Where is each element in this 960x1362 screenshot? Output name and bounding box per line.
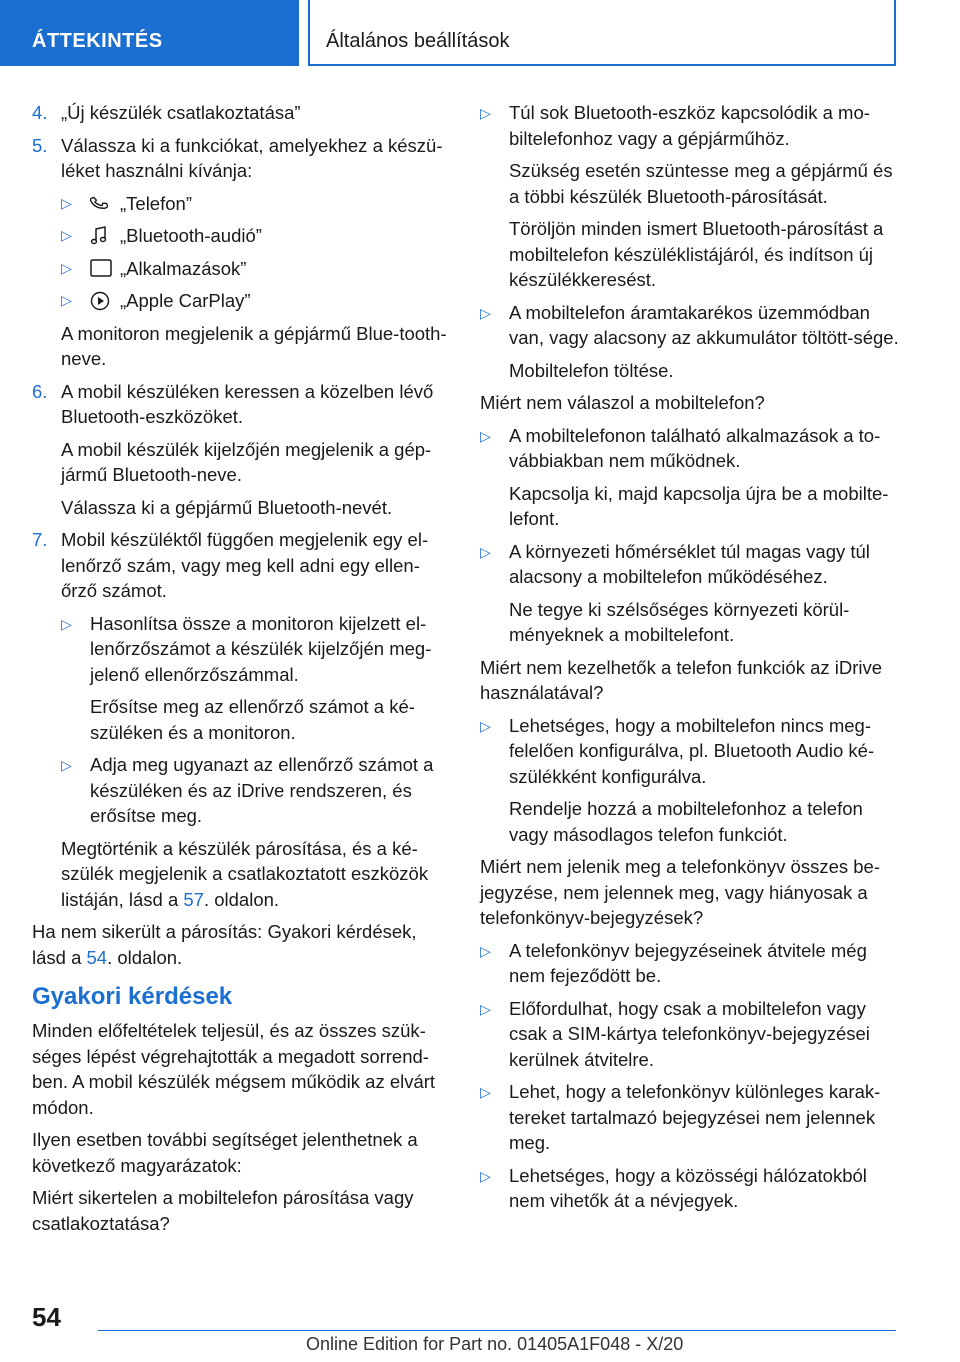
answer-bullet bbox=[480, 996, 900, 1073]
step-text: Válassza ki a funkciókat, amelyekhez a készü-léket használni kívánja: bbox=[61, 134, 443, 181]
option-label: „Alkalmazások” bbox=[120, 257, 247, 279]
option-apps bbox=[32, 256, 450, 282]
step-7 bbox=[32, 527, 450, 604]
bullet-text: Előfordulhat, hogy csak a mobiltelefon vagy csak a SIM-kártya telefonkönyv-bejegyzései kerülnek átvitelre. bbox=[509, 997, 870, 1070]
triangle-marker-icon: ▷ bbox=[61, 227, 72, 243]
option-label: „Apple CarPlay” bbox=[120, 290, 251, 311]
option-phone bbox=[32, 191, 450, 217]
paragraph: Minden előfeltételek teljesül, és az összes szük-séges lépést végrehajtották a megadott sorrend-ben. A mobil készülék mégsem működik az elvárt módon. bbox=[32, 1020, 436, 1118]
header-rule bbox=[310, 64, 896, 66]
text: Megtörténik a készülék párosítása, és a ké-szülék megjelenik a csatlakoztatott eszközök listáján, lásd a bbox=[61, 837, 429, 910]
bullet-note: Kapcsolja ki, majd kapcsolja újra be a mobilte-lefont. bbox=[509, 482, 889, 529]
step-5-result: A monitoron megjelenik a gépjármű Blue-tooth-neve. bbox=[61, 322, 447, 369]
step-4 bbox=[32, 100, 450, 126]
left-column bbox=[32, 100, 450, 1243]
answer-bullet bbox=[480, 1079, 900, 1156]
triangle-marker-icon: ▷ bbox=[480, 105, 491, 121]
bullet-text: A környezeti hőmérséklet túl magas vagy túl alacsony a mobiltelefon működéséhez. bbox=[509, 540, 870, 587]
question: Miért nem jelenik meg a telefonkönyv összes be-jegyzése, nem jelennek meg, vagy hiányosak a telefonkönyv-bejegyzések? bbox=[480, 856, 880, 928]
apps-icon bbox=[90, 259, 120, 277]
answer-bullet bbox=[480, 1163, 900, 1214]
header-divider bbox=[308, 0, 310, 66]
text: . oldalon. bbox=[107, 946, 183, 968]
bullet-text: Hasonlítsa össze a monitoron kijelzett el-lenőrzőszámot a készülék kijelzőjén meg-jelenő ellenőrzőszámmal. bbox=[90, 612, 432, 685]
bullet-text: Lehet, hogy a telefonkönyv különleges karak-tereket tartalmazó bejegyzései nem jelennek meg. bbox=[509, 1081, 881, 1153]
step-6-note: A mobil készülék kijelzőjén megjelenik a gép-jármű Bluetooth-neve. bbox=[61, 438, 432, 485]
page-title: Általános beállítások bbox=[326, 30, 510, 52]
bullet-note: Mobiltelefon töltése. bbox=[509, 359, 674, 381]
bullet-note: Erősítse meg az ellenőrző számot a ké-szüléken és a monitoron. bbox=[90, 696, 415, 743]
triangle-marker-icon: ▷ bbox=[480, 304, 491, 321]
triangle-marker-icon: ▷ bbox=[480, 1167, 491, 1184]
step-7-bullet bbox=[32, 752, 450, 829]
triangle-marker-icon: ▷ bbox=[480, 1084, 491, 1100]
page-link[interactable]: 54 bbox=[86, 946, 108, 968]
bullet-text: Adja meg ugyanazt az ellenőrző számot a készüléken és az iDrive rendszeren, és erősítse meg. bbox=[90, 754, 434, 826]
bullet-text: A mobiltelefon áramtakarékos üzemmódban van, vagy alacsony az akkumulátor töltött-sége. bbox=[509, 301, 899, 348]
bullet-note: Szükség esetén szüntesse meg a gépjármű és a többi készülék Bluetooth-párosítását. bbox=[509, 160, 893, 207]
question: Miért nem válaszol a mobiltelefon? bbox=[480, 392, 765, 413]
answer-bullet bbox=[480, 713, 900, 790]
triangle-marker-icon: ▷ bbox=[61, 194, 72, 211]
bullet-text: Túl sok Bluetooth-eszköz kapcsolódik a mo-biltelefonhoz vagy a gépjárműhöz. bbox=[509, 102, 870, 149]
answer-bullet bbox=[480, 938, 900, 989]
step-text: Mobil készüléktől függően megjelenik egy el-lenőrző szám, vagy meg kell adni egy ellen-őrző számot. bbox=[61, 529, 429, 601]
text: Ha nem sikerült a párosítás: Gyakori kérdések, lásd a bbox=[32, 921, 417, 968]
step-6-note: Válassza ki a gépjármű Bluetooth-nevét. bbox=[61, 496, 393, 518]
triangle-marker-icon: ▷ bbox=[61, 757, 72, 773]
option-bluetooth-audio bbox=[32, 223, 450, 249]
bullet-text: A mobiltelefonon található alkalmazások a to-vábbiakban nem működnek. bbox=[509, 424, 881, 471]
section-tab bbox=[0, 0, 299, 66]
step-6 bbox=[32, 379, 450, 430]
question: Miért sikertelen a mobiltelefon párosítása vagy csatlakoztatása? bbox=[32, 1187, 414, 1234]
triangle-marker-icon: ▷ bbox=[480, 543, 491, 560]
bullet-note: Töröljön minden ismert Bluetooth-párosítást a mobiltelefon készüléklistájáról, és indítson új készülékkeresést. bbox=[509, 218, 884, 290]
bullet-note: Rendelje hozzá a mobiltelefonhoz a telefon vagy másodlagos telefon funkciót. bbox=[509, 798, 863, 845]
triangle-marker-icon: ▷ bbox=[61, 259, 72, 276]
page-link[interactable]: 57 bbox=[183, 888, 204, 910]
step-number: 7. bbox=[32, 529, 48, 550]
footer-edition: Online Edition for Part no. 01405A1F048 - X/20 bbox=[306, 1334, 684, 1354]
step-text: A mobil készüléken keressen a közelben lévő Bluetooth-eszközöket. bbox=[61, 380, 434, 427]
step-5 bbox=[32, 133, 450, 184]
bullet-text: A telefonkönyv bejegyzéseinek átvitele még nem fejeződött be. bbox=[509, 939, 867, 986]
answer-bullet bbox=[480, 539, 900, 590]
section-heading: Gyakori kérdések bbox=[32, 983, 233, 1010]
bullet-note: Ne tegye ki szélsőséges környezeti körül-ményeknek a mobiltelefont. bbox=[509, 598, 850, 645]
question: Miért nem kezelhetők a telefon funkciók az iDrive használatával? bbox=[480, 656, 883, 703]
page-number: 54 bbox=[32, 1302, 61, 1332]
answer-bullet bbox=[480, 423, 900, 474]
footer-rule bbox=[98, 1330, 896, 1331]
header-endcap bbox=[894, 0, 896, 66]
triangle-marker-icon: ▷ bbox=[480, 1000, 491, 1017]
step-number: 5. bbox=[32, 134, 48, 156]
phone-icon bbox=[90, 194, 120, 212]
triangle-marker-icon: ▷ bbox=[480, 427, 491, 444]
section-label: ÁTTEKINTÉS bbox=[32, 30, 163, 52]
step-number: 4. bbox=[32, 102, 48, 123]
triangle-marker-icon: ▷ bbox=[480, 942, 491, 959]
option-label: „Telefon” bbox=[120, 192, 192, 214]
option-carplay bbox=[32, 288, 450, 314]
triangle-marker-icon: ▷ bbox=[61, 615, 72, 632]
paragraph: Ilyen esetben további segítséget jelenthetnek a következő magyarázatok: bbox=[32, 1129, 418, 1176]
option-label: „Bluetooth-audió” bbox=[120, 225, 262, 246]
triangle-marker-icon: ▷ bbox=[480, 717, 491, 734]
step-7-result bbox=[32, 836, 450, 913]
text: . oldalon. bbox=[203, 888, 280, 910]
answer-bullet bbox=[480, 100, 900, 151]
step-7-bullet bbox=[32, 611, 450, 688]
right-column bbox=[480, 100, 900, 1221]
bullet-text: Lehetséges, hogy a mobiltelefon nincs meg-felelően konfigurálva, pl. Bluetooth Audio ké-szülékként konfigurálva. bbox=[509, 714, 875, 787]
step-number: 6. bbox=[32, 380, 48, 402]
music-note-icon bbox=[90, 226, 120, 246]
play-circle-icon bbox=[90, 291, 120, 311]
bullet-text: Lehetséges, hogy a közösségi hálózatokból nem vihetők át a névjegyek. bbox=[509, 1164, 867, 1211]
step-text: „Új készülék csatlakoztatása” bbox=[61, 102, 301, 123]
triangle-marker-icon: ▷ bbox=[61, 292, 72, 308]
answer-bullet bbox=[480, 300, 900, 351]
pairing-failed-note bbox=[32, 919, 450, 970]
